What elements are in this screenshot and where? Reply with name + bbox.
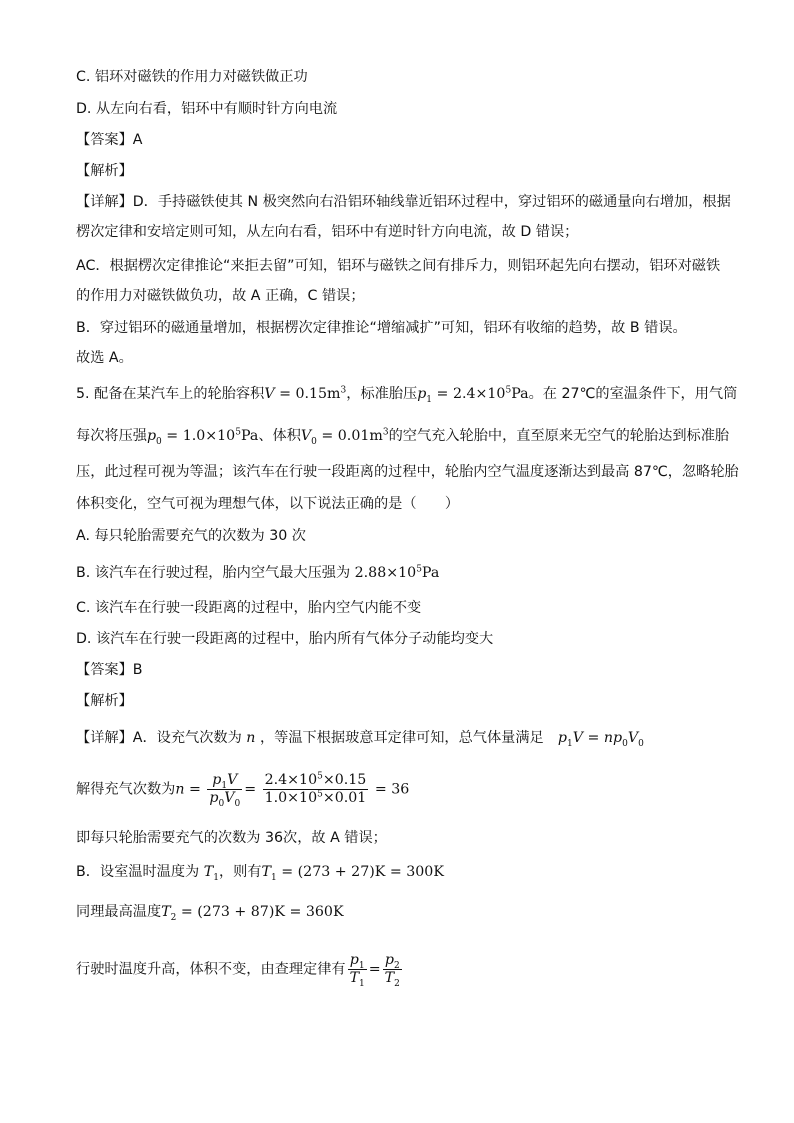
formula: V <box>264 386 275 402</box>
sol-a-line-3: 即每只轮胎需要充气的次数为 36次，故 A 错误； <box>76 830 387 846</box>
sol-text: 解得充气次数为 <box>76 781 176 798</box>
q5-text: ，标准胎压 <box>346 386 418 402</box>
fraction: $\frac{2.4\times 10^5\times 0.15}{1.0\times 10^5\times 0.01}$ <box>264 771 367 806</box>
q5-line-3: 压，此过程可视为等温；该汽车在行驶一段距离的过程中，轮胎内空气温度逐渐达到最高 87℃，忽略轮胎 <box>76 464 739 480</box>
sol-text: B．设室温时温度为 <box>76 864 200 880</box>
detail-b: B．穿过铝环的磁通量增加，根据楞次定律推论“增缩减扩”可知，铝环有收缩的趋势，故 B 错误。 <box>76 320 687 336</box>
detail-ac-line-1: AC．根据楞次定律推论“来拒去留”可知，铝环与磁铁之间有排斥力，则铝环起先向右摆动，铝环对磁铁 <box>76 258 721 274</box>
q5-text: B. 该汽车在行驶过程，胎内空气最大压强为 <box>76 565 351 581</box>
option-c-prev: C. 铝环对磁铁的作用力对磁铁做正功 <box>76 69 308 85</box>
sol-text: ，等温下根据玻意耳定律可知，总气体量满足 <box>259 730 544 746</box>
analysis-prev: 【解析】 <box>76 163 133 179</box>
option-d-prev: D. 从左向右看，铝环中有顺时针方向电流 <box>76 101 338 117</box>
q5-line-4: 体积变化，空气可视为理想气体，以下说法正确的是（ ） <box>76 496 460 512</box>
sol-text: 同理最高温度 <box>76 904 162 920</box>
q5-line-1: 5. 配备在某汽车上的轮胎容积$V = 0.15m^3$，标准胎压$p_1 = 2.4\times 10^5Pa$。在 27℃的室温条件下，用气筒 <box>76 385 738 405</box>
detail-d-line-2: 楞次定律和安培定则可知，从左向右看，铝环中有逆时针方向电流，故 D 错误； <box>76 224 579 240</box>
sol-b-line-1: B．设室温时温度为 $T_1$，则有$T_1 = (273 + 27)K = 300K$ <box>76 864 444 883</box>
q5-line-2: 每次将压强$p_0 = 1.0\times 10^5Pa$、体积$V_0 = 0.01m^3$的空气充入轮胎中，直至原来无空气的轮胎达到标准胎 <box>76 427 730 447</box>
q5-option-d: D. 该汽车在行驶一段距离的过程中，胎内所有气体分子动能均变大 <box>76 631 494 647</box>
fraction: $\frac{p_2}{T_2}$ <box>384 952 400 989</box>
q5-option-a: A. 每只轮胎需要充气的次数为 30 次 <box>76 528 306 544</box>
q5-analysis: 【解析】 <box>76 693 133 709</box>
sol-a-line-1: 【详解】A．设充气次数为 n ，等温下根据玻意耳定律可知，总气体量满足 $p_1V = np_0V_0$ <box>76 730 644 749</box>
sol-b-line-3: 行驶时温度升高，体积不变，由查理定律有 $\frac{p_1}{T_1}$ = $\frac{p_2}{T_2}$ <box>76 952 400 989</box>
sol-text: ，则有 <box>218 864 262 880</box>
q5-text: 每次将压强 <box>76 428 147 444</box>
sol-a-line-2: 解得充气次数为n = $\frac{p_1V}{p_0V_0}$ = $\frac{2.4\times 10^5\times 0.15}{1.0\times 10^5\times 0.01}$ = 36 <box>76 771 410 809</box>
fraction: $\frac{p_1V}{p_0V_0}$ <box>209 772 241 809</box>
q5-option-c: C. 该汽车在行驶一段距离的过程中，胎内空气内能不变 <box>76 600 422 616</box>
q5-text: 的空气充入轮胎中，直至原来无空气的轮胎达到标准胎 <box>388 428 730 444</box>
sol-text: 行驶时温度升高，体积不变，由查理定律有 <box>76 961 346 978</box>
q5-text: 5. 配备在某汽车上的轮胎容积 <box>76 386 265 402</box>
detail-d-line-1: 【详解】D．手持磁铁使其 N 极突然向右沿铝环轴线靠近铝环过程中，穿过铝环的磁通量向右增加，根据 <box>76 194 731 210</box>
q5-text: 。在 27℃的室温条件下，用气筒 <box>528 386 738 402</box>
q5-answer: 【答案】B <box>76 662 143 678</box>
sol-b-line-2: 同理最高温度$T_2 = (273 + 87)K = 360K$ <box>76 904 344 923</box>
answer-prev: 【答案】A <box>76 132 143 148</box>
fraction: $\frac{p_1}{T_1}$ <box>349 952 365 989</box>
q5-text: 、体积 <box>258 428 301 444</box>
choose-line: 故选 A。 <box>76 350 133 366</box>
q5-option-b: B. 该汽车在行驶过程，胎内空气最大压强为 $2.88\times 10^5Pa$ <box>76 564 440 581</box>
detail-ac-line-2: 的作用力对磁铁做负功，故 A 正确，C 错误； <box>76 288 365 304</box>
sol-text: 【详解】A．设充气次数为 <box>76 730 242 746</box>
